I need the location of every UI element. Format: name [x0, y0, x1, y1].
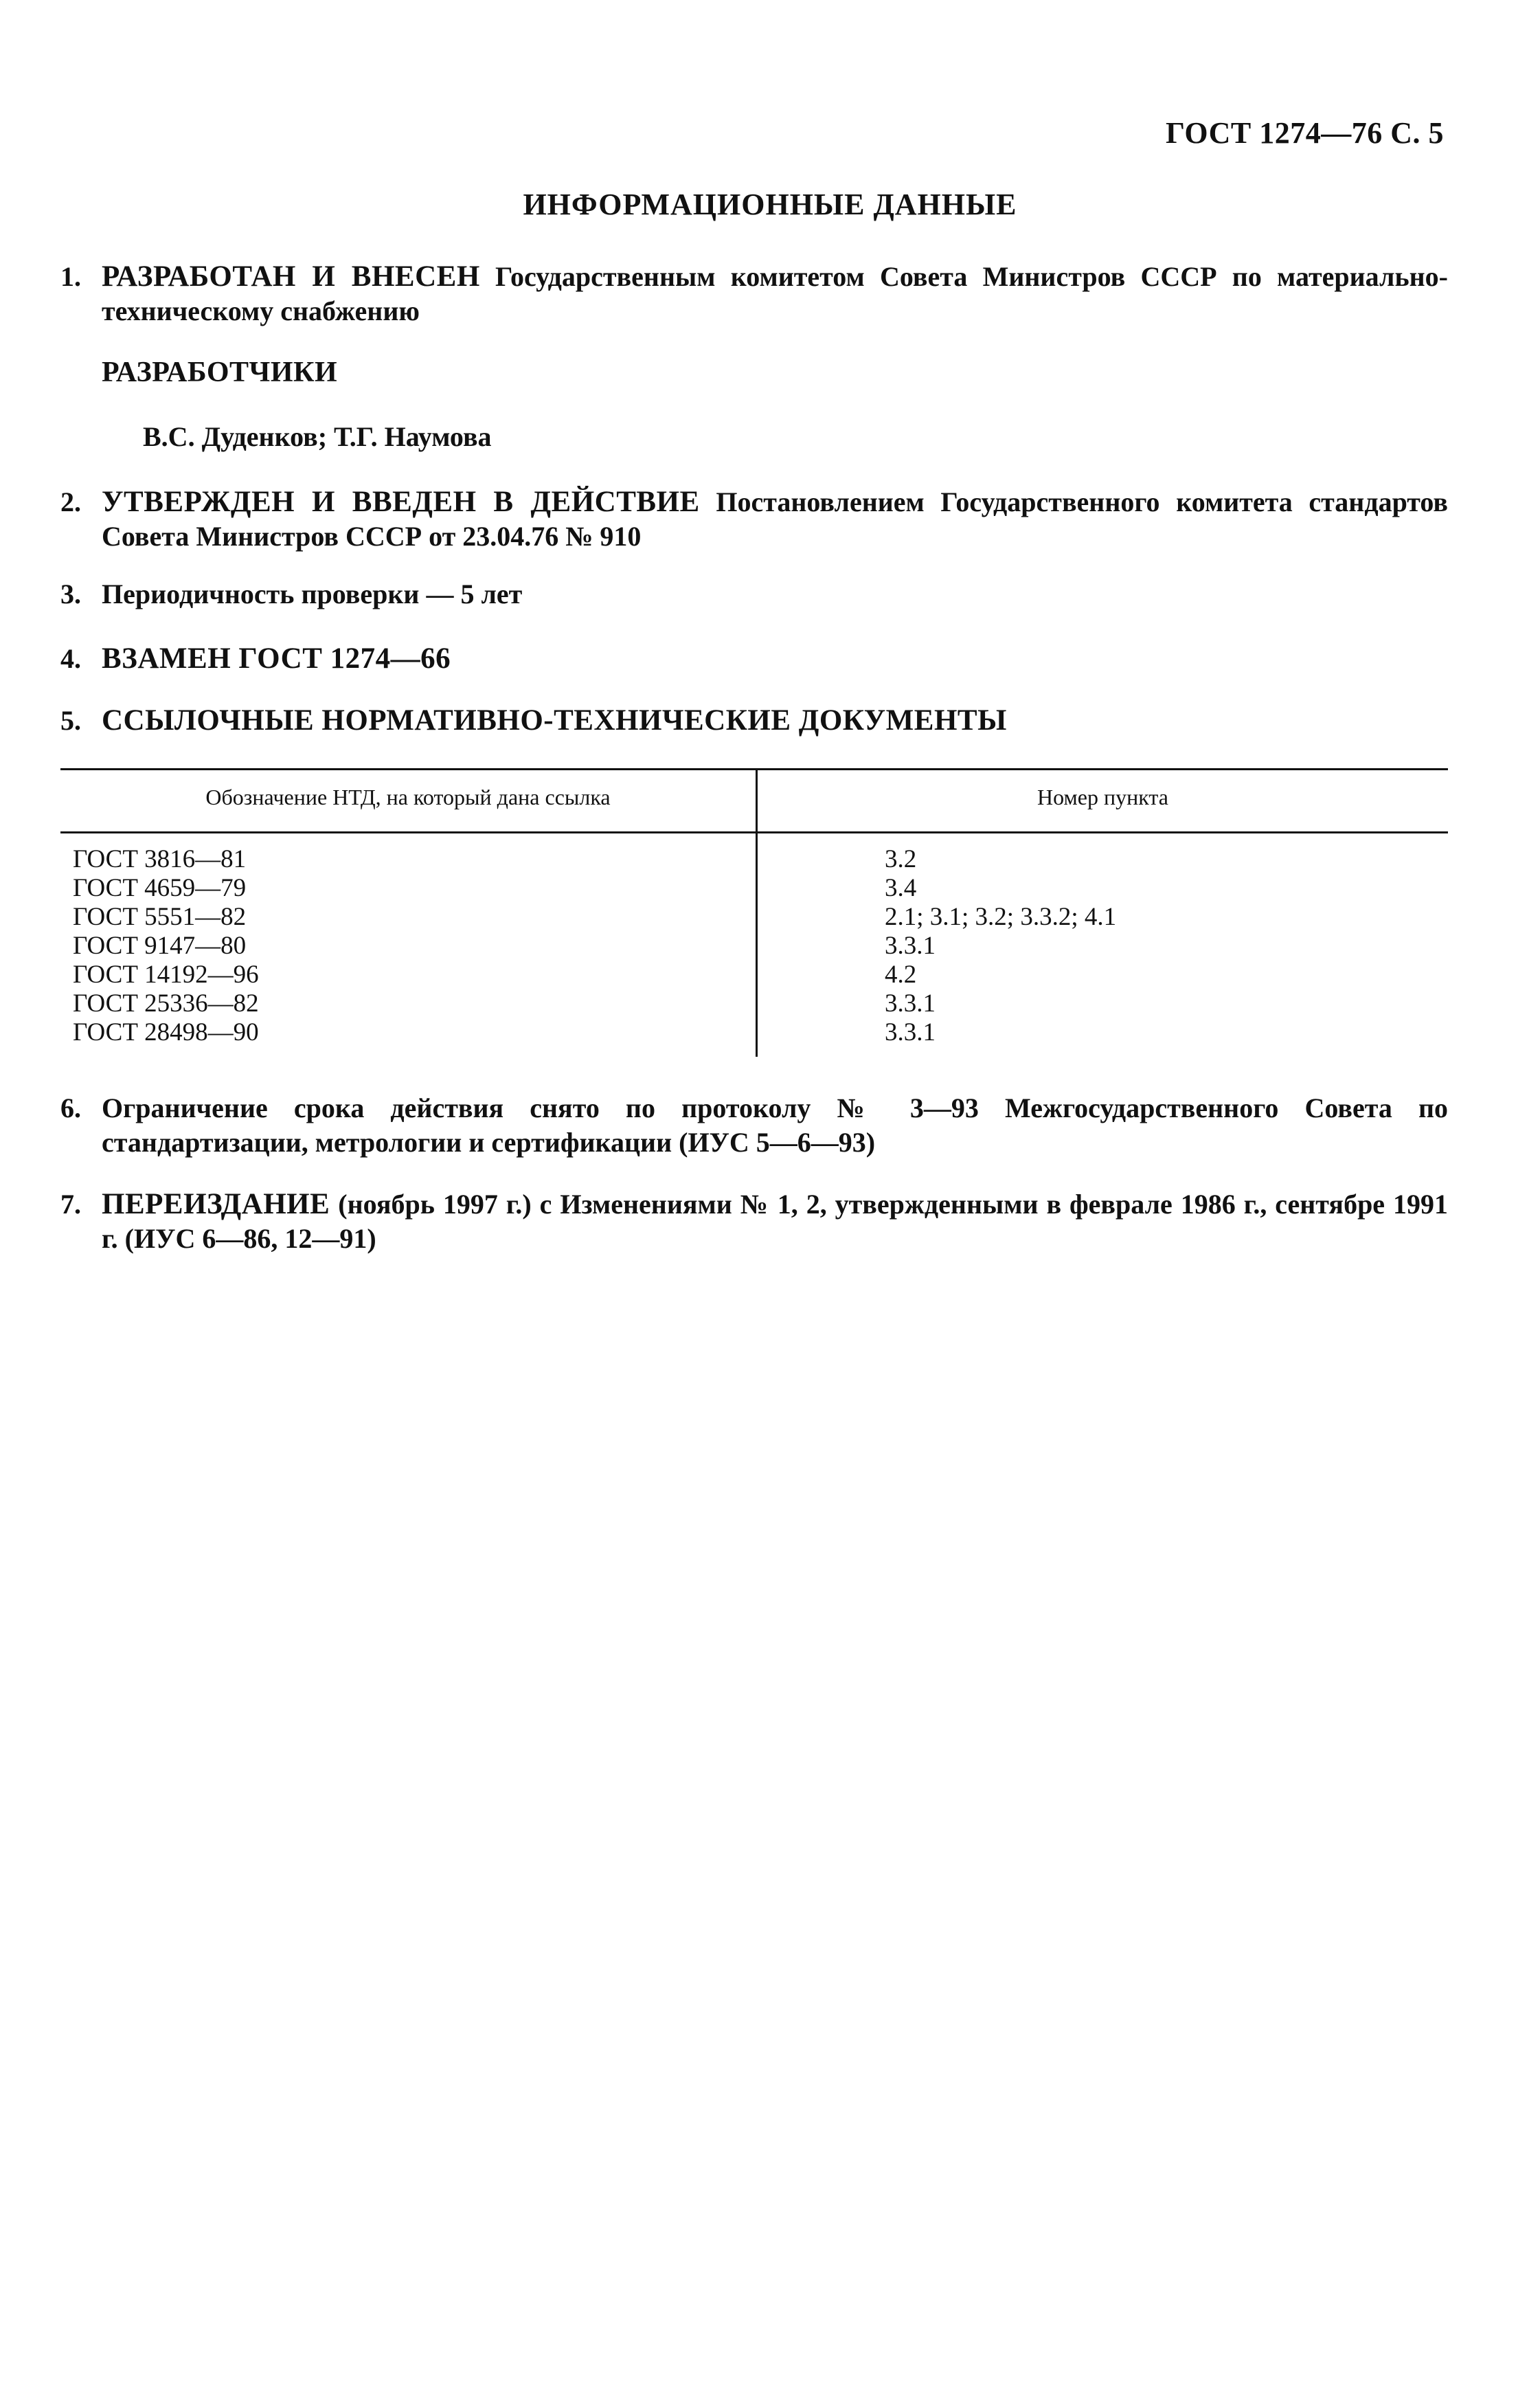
item-body	[102, 260, 1448, 328]
item-number: 2.	[60, 486, 81, 517]
item-number: 5.	[60, 705, 81, 736]
document-code: ГОСТ 9147—80	[73, 932, 247, 960]
table-body	[60, 845, 1448, 1047]
clause-number: 3.2	[885, 845, 917, 873]
table-header-clause: Номер пункта	[1037, 785, 1168, 809]
item-body	[102, 485, 1448, 554]
clause-number: 3.3.1	[885, 1018, 936, 1046]
item-number: 3.	[60, 579, 81, 609]
document-code: ГОСТ 25336—82	[73, 989, 259, 1018]
info-item-1	[60, 260, 1448, 328]
info-item-6	[60, 1091, 1448, 1160]
info-item-2	[60, 485, 1448, 554]
item-lead: УТВЕРЖДЕН И ВВЕДЕН В ДЕЙСТВИЕ	[102, 486, 700, 518]
clause-number: 3.3.1	[885, 989, 936, 1018]
table-row	[60, 845, 1448, 874]
document-code: ГОСТ 5551—82	[73, 903, 247, 931]
item-lead: ПЕРЕИЗДАНИЕ	[102, 1188, 330, 1220]
item-lead: РАЗРАБОТАН И ВНЕСЕН	[102, 260, 480, 293]
table-row	[60, 903, 1448, 932]
document-code: ГОСТ 14192—96	[73, 961, 259, 989]
item-number: 4.	[60, 643, 81, 674]
table-row	[60, 932, 1448, 961]
item-body	[102, 1091, 1448, 1160]
item-number: 7.	[60, 1189, 81, 1220]
item-number: 6.	[60, 1092, 81, 1123]
document-code: ГОСТ 3816—81	[73, 845, 247, 873]
table-top-rule	[60, 768, 1448, 770]
table-header-document: Обозначение НТД, на который дана ссылка	[205, 785, 611, 809]
clause-number: 3.4	[885, 874, 917, 902]
info-item-7	[60, 1187, 1448, 1256]
item-lead: ССЫЛОЧНЫЕ НОРМАТИВНО-ТЕХНИЧЕСКИЕ ДОКУМЕНТЫ	[102, 704, 1007, 737]
clause-number: 3.3.1	[885, 932, 936, 960]
clause-number: 4.2	[885, 961, 917, 989]
page-header-reference: ГОСТ 1274—76 С. 5	[1165, 116, 1444, 150]
reference-documents-table	[60, 768, 1448, 1057]
table-row	[60, 989, 1448, 1018]
item-text: (ноябрь 1997 г.) с Изменениями № 1, 2, утвержденными в феврале 1986 г., сентябре 1991 г. (ИУС 6—86, 12—91)	[102, 1189, 1448, 1254]
item-text: Государственным комитетом Совета Министров СССР по материально-техническому снабжению	[102, 261, 1448, 326]
table-row	[60, 1018, 1448, 1047]
info-item-5	[60, 704, 1448, 738]
item-text: Ограничение срока действия снято по протоколу № 3—93 Межгосударственного Совета по стандартизации, метрологии и сертификации (ИУС 5—6—93)	[102, 1092, 1448, 1158]
item-number: 1.	[60, 261, 81, 292]
table-header-rule	[60, 831, 1448, 833]
document-code: ГОСТ 4659—79	[73, 874, 247, 902]
item-body	[102, 704, 1448, 738]
item-body	[102, 1187, 1448, 1256]
document-code: ГОСТ 28498—90	[73, 1018, 259, 1046]
info-item-3	[60, 577, 1448, 612]
item-text: Постановлением Государственного комитета стандартов Совета Министров СССР от 23.04.76 № 910	[102, 486, 1449, 552]
item-body	[102, 642, 1448, 676]
clause-number: 2.1; 3.1; 3.2; 3.3.2; 4.1	[885, 903, 1117, 931]
developers-names: В.С. Дуденков; Т.Г. Наумова	[143, 421, 492, 452]
item-body	[102, 577, 1448, 612]
table-row	[60, 874, 1448, 903]
table-row	[60, 961, 1448, 989]
item-lead: ВЗАМЕН ГОСТ 1274—66	[102, 642, 451, 675]
developers-heading: РАЗРАБОТЧИКИ	[102, 357, 338, 388]
item-text: Периодичность проверки — 5 лет	[102, 579, 523, 609]
info-item-4	[60, 642, 1448, 676]
document-title: ИНФОРМАЦИОННЫЕ ДАННЫЕ	[523, 188, 1017, 221]
